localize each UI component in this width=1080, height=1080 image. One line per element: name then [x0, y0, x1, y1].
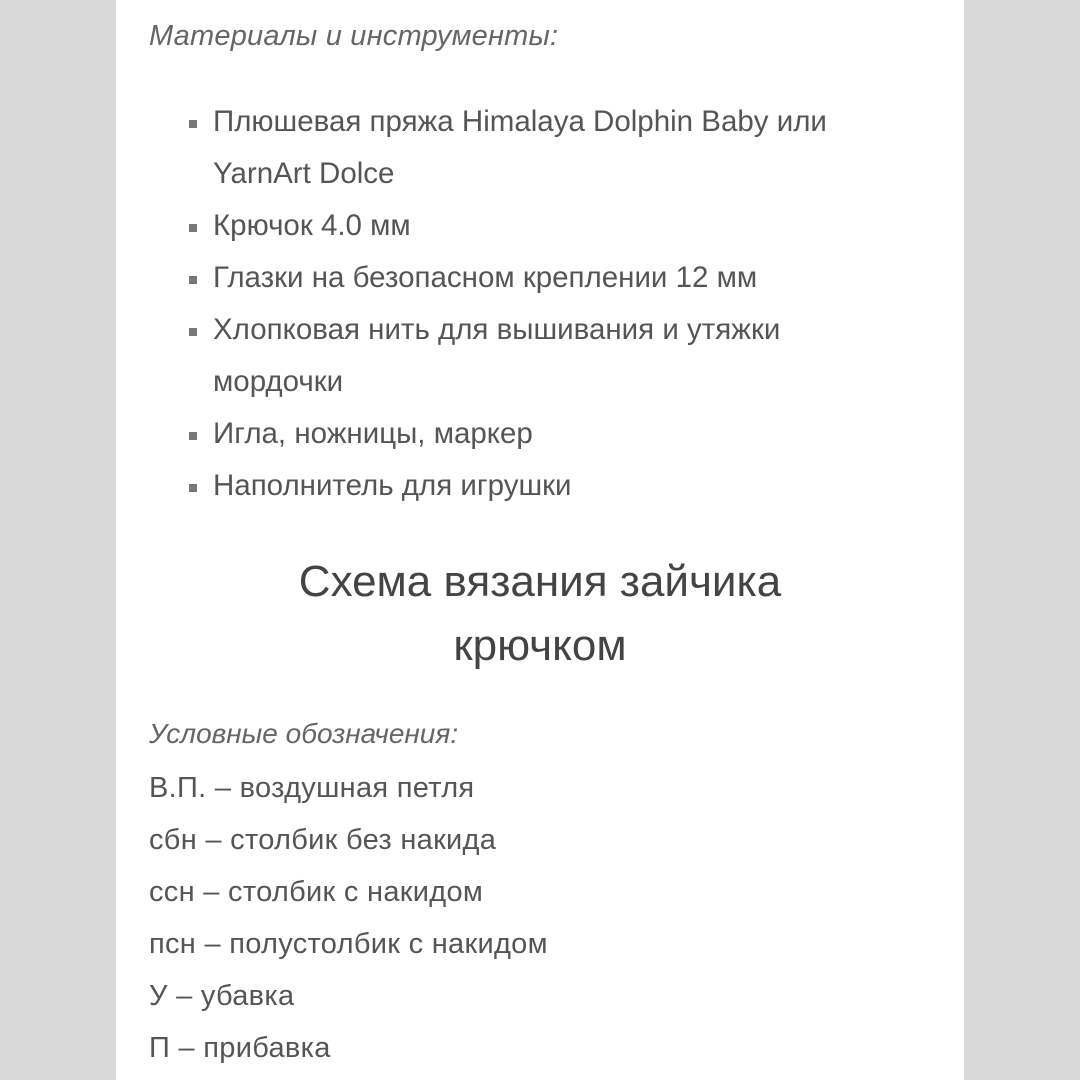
- list-item: [186, 460, 906, 512]
- list-item-text: Плюшевая пряжа Himalaya Dolphin Baby или YarnArt Dolce: [213, 105, 827, 190]
- section-title-line2: крючком: [453, 621, 627, 670]
- materials-list: [186, 96, 906, 512]
- square-bullet-icon: [189, 484, 197, 492]
- materials-heading: Материалы и инструменты:: [149, 20, 559, 52]
- list-item-text: Наполнитель для игрушки: [213, 469, 572, 502]
- list-item: [186, 96, 906, 200]
- legend-item: П – прибавка: [149, 1032, 331, 1064]
- list-item: [186, 200, 906, 252]
- legend-item: В.П. – воздушная петля: [149, 772, 475, 804]
- square-bullet-icon: [189, 120, 197, 128]
- square-bullet-icon: [189, 224, 197, 232]
- list-item: [186, 304, 906, 408]
- legend-item: сбн – столбик без накида: [149, 824, 497, 856]
- list-item: [186, 252, 906, 304]
- article-page: [116, 0, 964, 1080]
- list-item: [186, 408, 906, 460]
- list-item-text: Игла, ножницы, маркер: [213, 417, 533, 450]
- section-title: [116, 550, 964, 678]
- square-bullet-icon: [189, 276, 197, 284]
- section-title-line1: Схема вязания зайчика: [298, 557, 782, 606]
- list-item-text: Хлопковая нить для вышивания и утяжки мордочки: [213, 313, 781, 398]
- list-item-text: Глазки на безопасном креплении 12 мм: [213, 261, 758, 294]
- list-item-text: Крючок 4.0 мм: [213, 209, 411, 242]
- legend-heading: Условные обозначения:: [149, 718, 459, 749]
- legend-list: [149, 762, 548, 1074]
- square-bullet-icon: [189, 432, 197, 440]
- legend-item: псн – полустолбик с накидом: [149, 928, 548, 960]
- legend-item: ссн – столбик с накидом: [149, 876, 484, 908]
- legend-item: У – убавка: [149, 980, 295, 1012]
- square-bullet-icon: [189, 328, 197, 336]
